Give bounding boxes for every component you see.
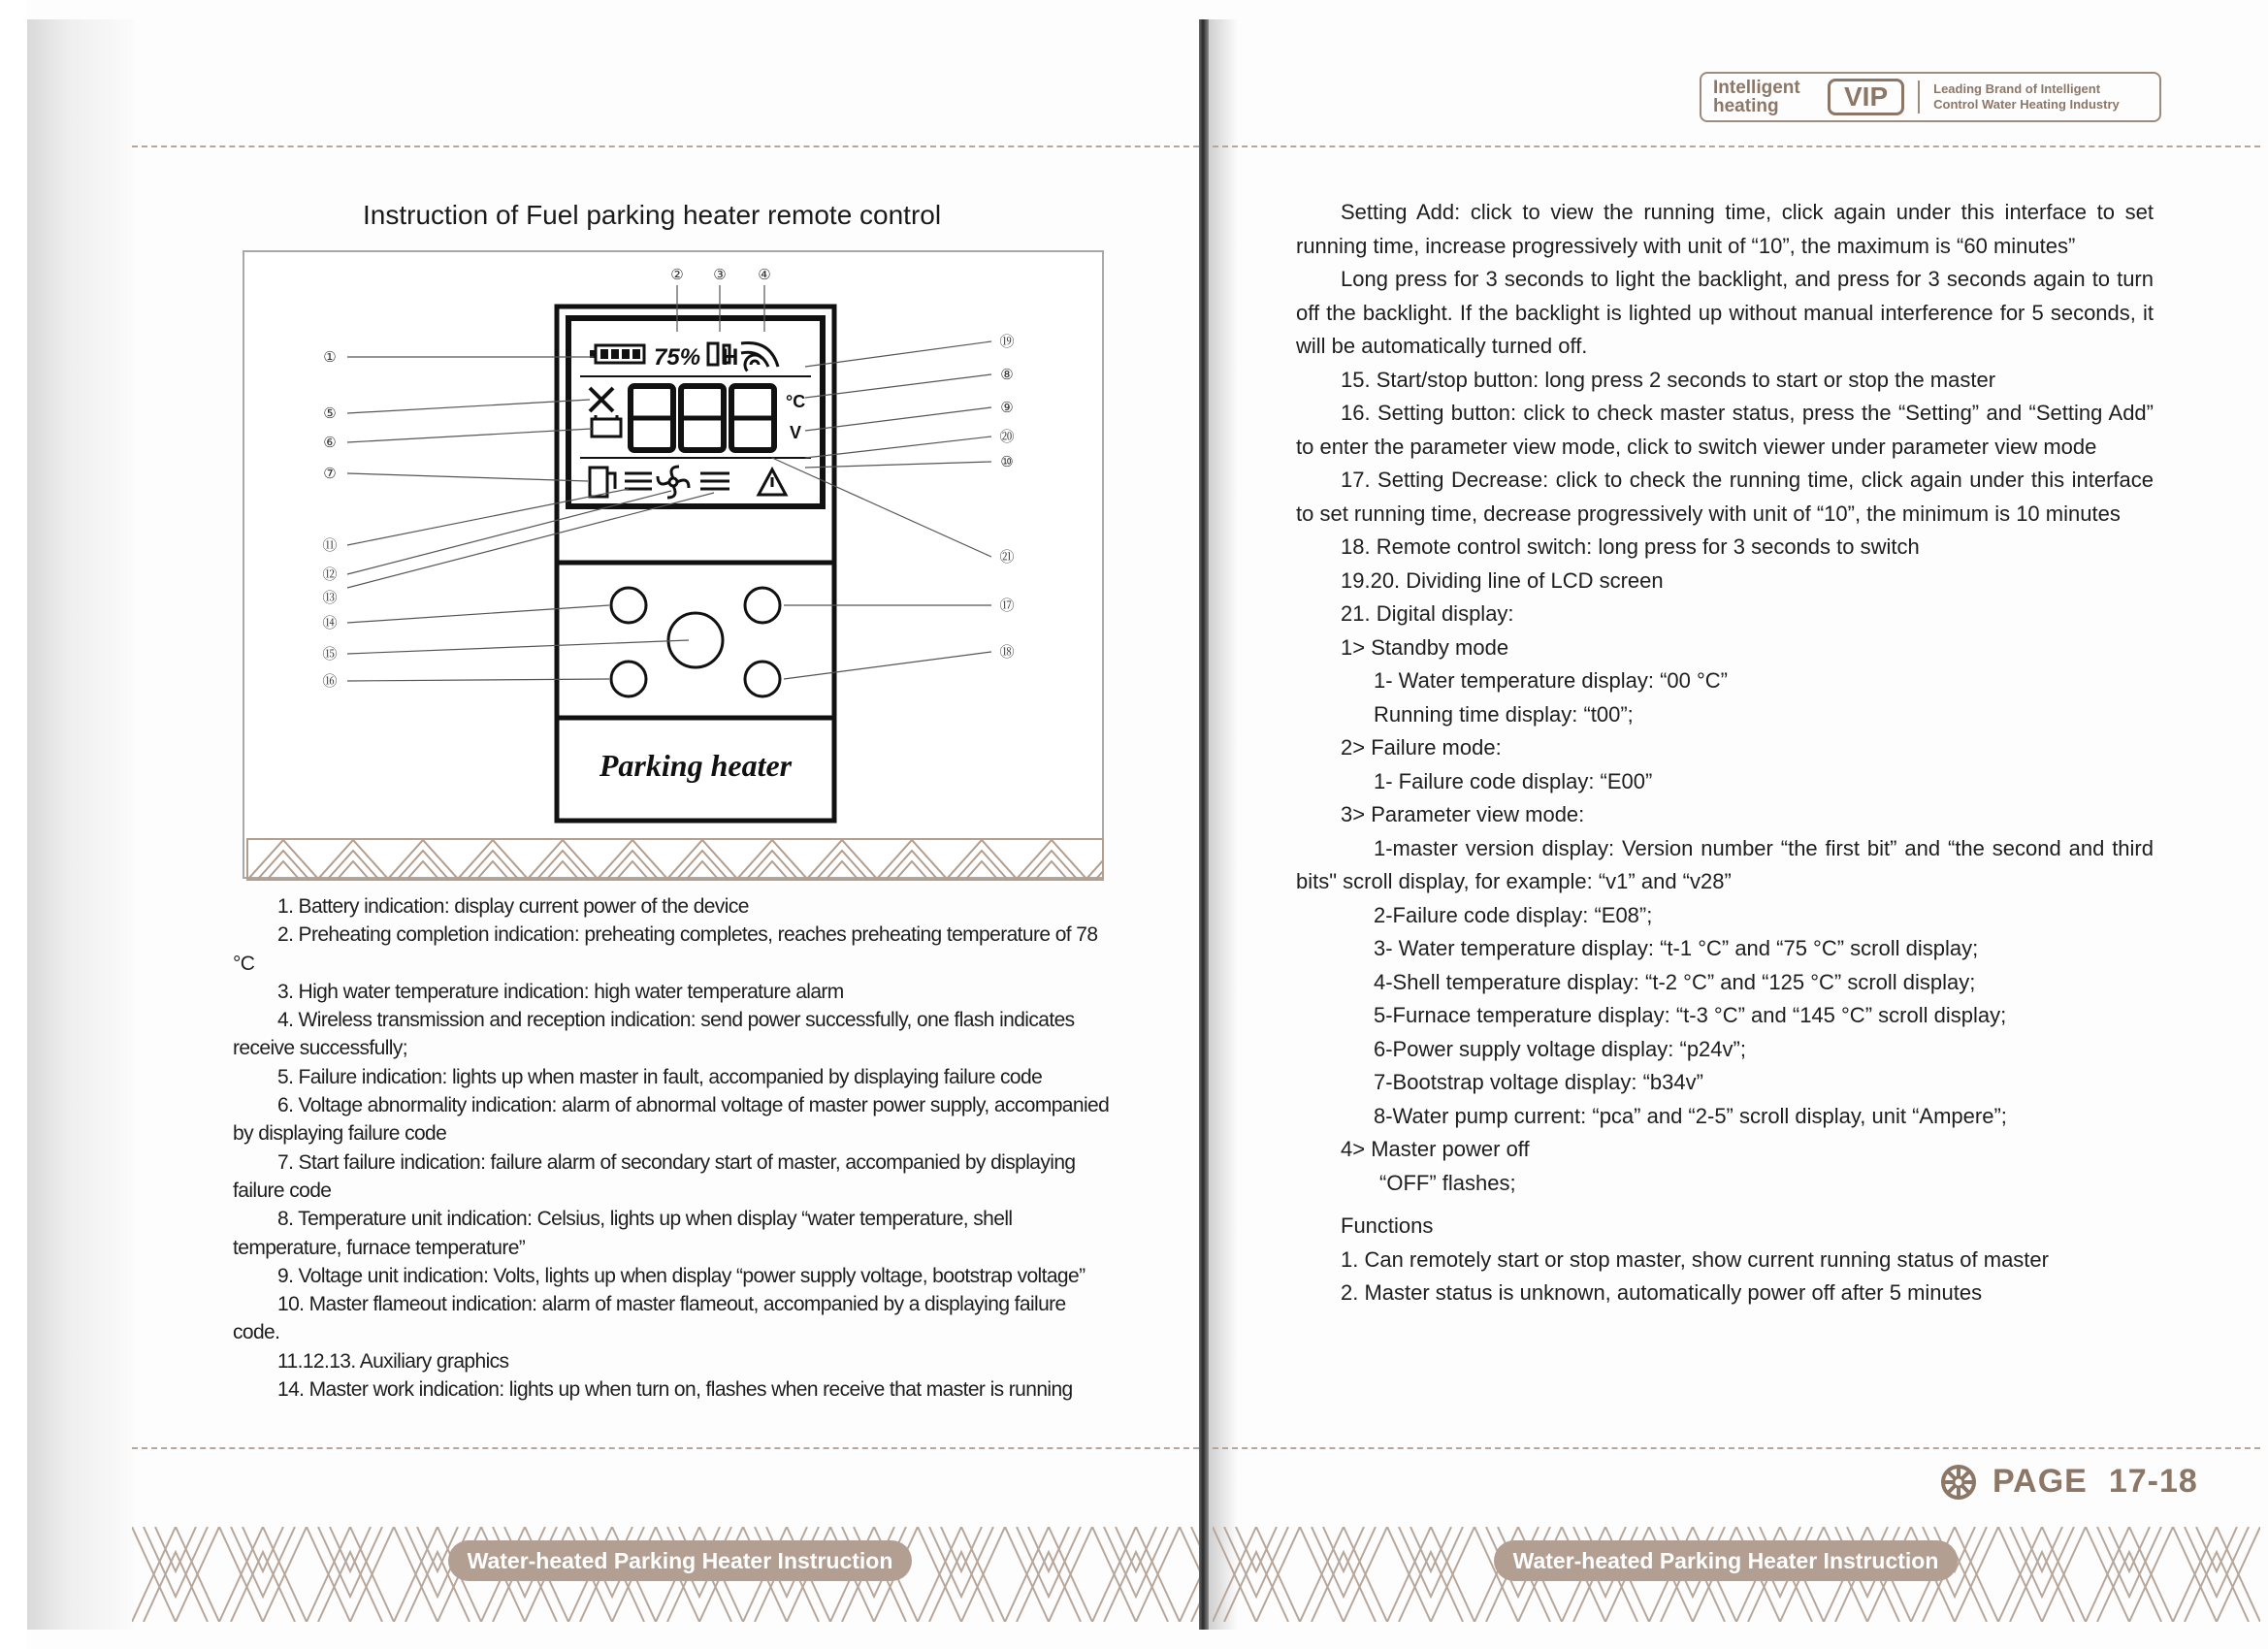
list-item: 18. Remote control switch: long press for 3 seconds to switch <box>1341 534 1920 559</box>
brand-logo <box>1700 72 2161 122</box>
mode-heading: 2> Failure mode: <box>1341 735 1502 760</box>
callout-10: ⑩ <box>1000 453 1014 470</box>
page-label: PAGE <box>1993 1463 2088 1500</box>
list-item: 6. Voltage abnormality indication: alarm of abnormal voltage of master power supply, accompanied by displaying failure code <box>233 1094 1110 1146</box>
list-item: 8-Water pump current: “pca” and “2-5” scroll display, unit “Ampere”; <box>1374 1103 2007 1128</box>
brand-slogan <box>1933 81 2120 113</box>
list-item: 14. Master work indication: lights up when turn on, flashes when receive that master is running <box>277 1378 1073 1402</box>
list-item: 8. Temperature unit indication: Celsius, lights up when display “water temperature, shell temperature, furnace temperature” <box>233 1208 1013 1259</box>
list-item: 1- Failure code display: “E00” <box>1374 768 1653 793</box>
vip-logo: VIP <box>1828 79 1904 115</box>
start-stop-button <box>611 588 646 623</box>
svg-text:H: H <box>722 344 739 371</box>
callout-5: ⑤ <box>323 404 337 422</box>
mode-heading: 4> Master power off <box>1341 1137 1530 1161</box>
list-item: 1-master version display: Version number “the first bit” and “the second and third bits" scroll display, for example: “v1” and “v28” <box>1296 835 2154 893</box>
list-item: 4. Wireless transmission and reception indication: send power successfully, one flash indicates receive successfully; <box>233 1009 1075 1060</box>
indicator-list <box>233 892 1110 1404</box>
brand-slogan-line1: Leading Brand of Intelligent <box>1933 81 2101 96</box>
celsius-unit: °C <box>786 392 806 411</box>
callout-20: ⑳ <box>999 428 1015 445</box>
callout-21: ㉑ <box>999 548 1015 566</box>
callout-15: ⑮ <box>322 645 338 663</box>
remote-control-diagram <box>243 250 1104 879</box>
volt-unit: V <box>790 423 802 442</box>
remote-diagram-svg <box>244 252 1102 877</box>
list-item: 17. Setting Decrease: click to check the running time, click again under this interface to set running time, decrease progressively with unit of “10”, the minimum is 10 minutes <box>1296 468 2154 526</box>
functions-heading: Functions <box>1341 1213 1434 1238</box>
list-item: 4-Shell temperature display: “t-2 °C” and “125 °C” scroll display; <box>1374 969 1976 994</box>
setting-add-paragraph: Setting Add: click to view the running time, click again under this interface to set running time, increase progressively with unit of “10”, the maximum is “60 minutes” <box>1296 200 2154 258</box>
list-item: 5. Failure indication: lights up when master in fault, accompanied by displaying failure code <box>277 1065 1043 1088</box>
header-divider-left <box>132 146 1199 147</box>
footer-divider-right <box>1213 1447 2260 1449</box>
list-item: 6-Power supply voltage display: “p24v”; <box>1374 1036 1746 1061</box>
page-title: Instruction of Fuel parking heater remote control <box>363 200 942 230</box>
list-item: 1. Battery indication: display current power of the device <box>277 895 749 918</box>
callout-1: ① <box>323 348 337 366</box>
list-item: 19.20. Dividing line of LCD screen <box>1341 567 1664 593</box>
mode-heading: 3> Parameter view mode: <box>1341 802 1585 826</box>
page-range: 17-18 <box>2108 1463 2198 1500</box>
list-item: 5-Furnace temperature display: “t-3 °C” and “145 °C” scroll display; <box>1374 1003 2007 1027</box>
list-item: “OFF” flashes; <box>1379 1170 1516 1195</box>
callout-4: ④ <box>758 266 771 283</box>
brand-tagline: Intelligent heating <box>1713 78 1800 116</box>
callout-14: ⑭ <box>322 614 338 631</box>
list-item: Running time display: “t00”; <box>1374 701 1634 727</box>
list-item: 1. Can remotely start or stop master, show current running status of master <box>1341 1246 2049 1272</box>
footer-divider-left <box>132 1447 1199 1449</box>
callout-8: ⑧ <box>1000 366 1014 383</box>
list-item: 2. Preheating completion indication: preheating completes, reaches preheating temperature of 78 °C <box>233 923 1098 975</box>
remote-switch-button <box>745 662 780 696</box>
list-item: 16. Setting button: click to check master status, press the “Setting” and “Setting Add” to enter the parameter view mode, click to switch viewer under parameter view mode <box>1296 401 2154 459</box>
list-item: 15. Start/stop button: long press 2 seconds to start or stop the master <box>1341 367 1996 392</box>
callout-7: ⑦ <box>323 465 337 482</box>
callout-6: ⑥ <box>323 434 337 451</box>
page-curl-shadow <box>27 19 134 1630</box>
callout-9: ⑨ <box>1000 399 1014 416</box>
list-item: 3- Water temperature display: “t-1 °C” and “75 °C” scroll display; <box>1374 936 1979 960</box>
brand-slogan-line2: Control Water Heating Industry <box>1933 97 2120 112</box>
callout-17: ⑰ <box>999 597 1015 614</box>
setting-decrease-button <box>611 662 646 696</box>
list-item: 7. Start failure indication: failure alarm of secondary start of master, accompanied by displaying failure code <box>233 1150 1076 1202</box>
callout-2: ② <box>670 266 684 283</box>
callout-3: ③ <box>713 266 727 283</box>
list-item: 2. Master status is unknown, automatically power off after 5 minutes <box>1341 1280 1983 1305</box>
hatch-band-svg <box>248 840 1102 879</box>
brand-separator <box>1918 81 1920 113</box>
list-item: 11.12.13. Auxiliary graphics <box>277 1349 509 1373</box>
callout-12: ⑫ <box>322 566 338 583</box>
page-number <box>1940 1463 2198 1501</box>
callout-16: ⑯ <box>322 672 338 690</box>
list-item: 3. High water temperature indication: high water temperature alarm <box>277 980 844 1003</box>
footer-title-right: Water-heated Parking Heater Instruction <box>1494 1540 1958 1581</box>
scan-margin <box>0 0 27 1649</box>
book-gutter <box>1199 19 1209 1630</box>
list-item: 1- Water temperature display: “00 °C” <box>1374 668 1728 693</box>
callout-13: ⑬ <box>322 589 338 606</box>
setting-add-button <box>745 588 780 623</box>
footer-title-left: Water-heated Parking Heater Instruction <box>448 1540 912 1581</box>
decorative-hatch-band <box>246 838 1104 881</box>
mode-heading: 1> Standby mode <box>1341 634 1509 660</box>
list-item: 9. Voltage unit indication: Volts, lights up when display “power supply voltage, bootstrap voltage” <box>277 1264 1085 1287</box>
header-divider-right <box>1213 146 2260 147</box>
backlight-paragraph: Long press for 3 seconds to light the backlight, and press for 3 seconds again to turn off the backlight. If the backlight is lighted up without manual interference for 5 seconds, it will be automatically turned off. <box>1296 267 2154 358</box>
list-item: 21. Digital display: <box>1341 601 1514 626</box>
list-item: 7-Bootstrap voltage display: “b34v” <box>1374 1070 1703 1094</box>
list-item: 2-Failure code display: “E08”; <box>1374 902 1653 927</box>
callout-18: ⑱ <box>999 643 1015 661</box>
device-label: Parking heater <box>599 748 793 783</box>
callout-19: ⑲ <box>999 333 1015 350</box>
list-item: 10. Master flameout indication: alarm of master flameout, accompanied by a displaying failure code. <box>233 1293 1066 1344</box>
flower-icon <box>1940 1464 1977 1501</box>
callout-11: ⑪ <box>322 536 338 554</box>
preheat-percent: 75% <box>654 344 701 371</box>
gutter-shadow <box>1209 19 1238 1630</box>
right-page-text <box>1296 196 2154 1310</box>
